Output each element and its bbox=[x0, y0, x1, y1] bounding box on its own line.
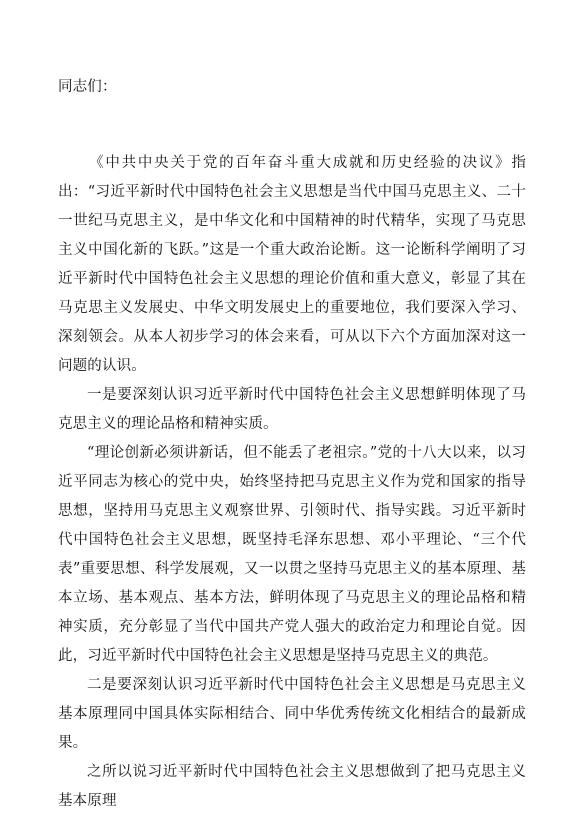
paragraph-point-two-body: 之所以说习近平新时代中国特色社会主义思想做到了把马克思主义基本原理 bbox=[58, 764, 526, 809]
document-body bbox=[58, 149, 526, 816]
paragraph-point-one-heading: 一是要深刻认识习近平新时代中国特色社会主义思想鲜明体现了马克思主义的理论品格和精神实质。 bbox=[58, 387, 526, 432]
paragraph-intro: 《中共中央关于党的百年奋斗重大成就和历史经验的决议》指出：“习近平新时代中国特色社会主义思想是当代中国马克思主义、二十一世纪马克思主义，是中华文化和中国精神的时代精华，实现了马克思主义中国化新的飞跃。”这是一个重大政治论断。这一论断科学阐明了习近平新时代中国特色社会主义思想的理论价值和重大意义，彰显了其在马克思主义发展史、中华文明发展史上的重要地位，我们要深入学习、深刻领会。从本人初步学习的体会来看，可从以下六个方面加深对这一问题的认识。 bbox=[58, 155, 526, 374]
salutation: 同志们： bbox=[58, 79, 117, 95]
paragraph-point-two-heading: 二是要深刻认识习近平新时代中国特色社会主义思想是马克思主义基本原理同中国具体实际相结合、同中华优秀传统文化相结合的最新成果。 bbox=[58, 677, 526, 751]
paragraph-point-one-body: “理论创新必须讲新话，但不能丢了老祖宗。”党的十八大以来，以习近平同志为核心的党中央，始终坚持把马克思主义作为党和国家的指导思想，坚持用马克思主义观察世界、引领时代、指导实践。习近平新时代中国特色社会主义思想，既坚持毛泽东思想、邓小平理论、“三个代表”重要思想、科学发展观，又一以贯之坚持马克思主义的基本原理、基本立场、基本观点、基本方法，鲜明体现了马克思主义的理论品格和精神实质，充分彰显了当代中国共产党人强大的政治定力和理论自觉。因此，习近平新时代中国特色社会主义思想是坚持马克思主义的典范。 bbox=[58, 445, 526, 664]
